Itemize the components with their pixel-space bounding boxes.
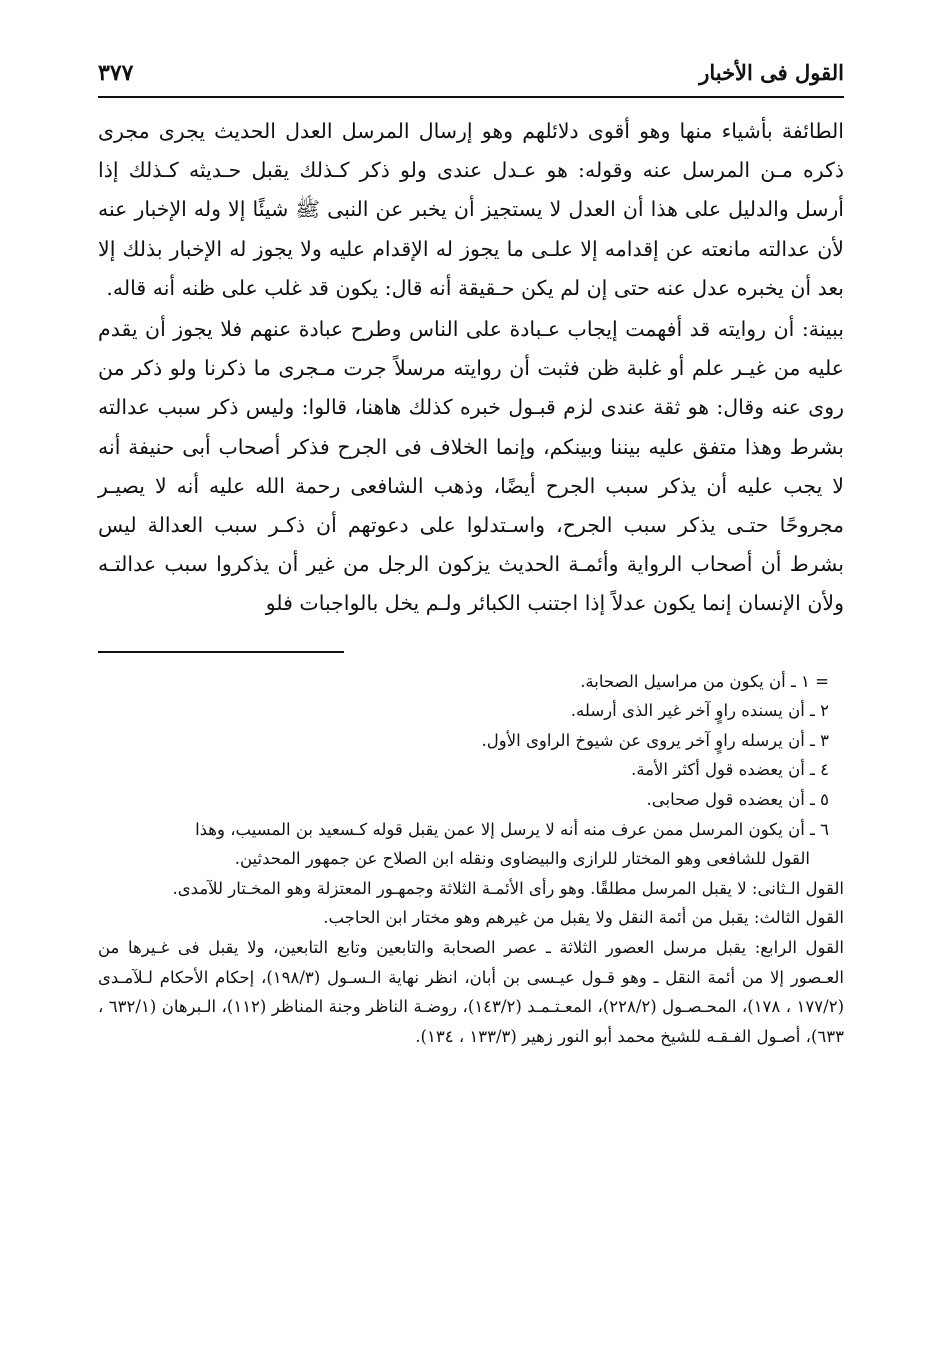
footnote-opinion-2: القول الـثانى: لا يقبل المرسل مطلقًا. وهو رأى الأئمـة الثلاثة وجمهـور المعتزلة وهو المخـتار للآمدى. (172, 878, 844, 898)
footnote-item: ٢ ـ أن يسنده راوٍ آخر غير الذى أرسله. (570, 701, 829, 721)
footnote-item: ٣ ـ أن يرسله راوٍ آخر يروى عن شيوخ الراوى الأول. (481, 730, 829, 750)
chapter-title: القول فى الأخبار (699, 60, 844, 85)
header-rule (98, 96, 844, 98)
footnote-item: ٦ ـ أن يكون المرسل ممن عرف منه أنه لا يرسل إلا عمن يقبل قوله كـسعيد بن المسيب، وهذا (195, 819, 829, 839)
footnote-opinion-4: القول الرابع: يقبل مرسل العصور الثلاثة ـ عصر الصحابة والتابعين وتابع التابعين، ولا يقبل فى غـيرها من العـصور إلا من أئمة النقل ـ وهو قـول عيـسى بن أبان، انظر نهاية الـسـول (١٩٨/٣)، إحكام الأحكام لـلآمـدى (١٧٧/٢ ، ١٧٨)، المحـصـول (٢٢٨/٢)، المعـتـمـد (١٤٣/٢)، روضـة الناظر وجنة المناظر (١١٢)، الـبرهان (٦٣٢/١ ، ٦٣٣)، أصـول الفـقـه للشيخ محمد أبو النور زهير (١٣٣/٣ ، ١٣٤). (98, 937, 845, 1046)
footnote-continuation: القول للشافعى وهو المختار للرازى والبيضاوى ونقله ابن الصلاح عن جمهور المحدثين. (234, 849, 810, 869)
footnote-item: = ١ ـ أن يكون من مراسيل الصحابة. (580, 671, 829, 691)
footnote-item: ٥ ـ أن يعضده قول صحابى. (646, 790, 829, 810)
footnotes (98, 667, 844, 1052)
body-paragraph: ببينة: أن روايته قد أفهمت إيجاب عـبادة على الناس وطرح عبادة عنهم فلا يجوز أن يقدم عليه من غيـر علم أو غلبة ظن فثبت أن روايته مرسلاً جرت مـجرى ما ذكرنا ولو ذكر من روى عنه وقال: هو ثقة عندى لزم قبـول خبره كذلك هاهنا، قالوا: وليس ذكر سبب عدالته بشرط وهذا متفق عليه بيننا وبينكم، وإنما الخلاف فى الجرح فذكر أصحاب أبى حنيفة أنه لا يجب عليه أن يذكر سبب الجرح أيضًا، وذهب الشافعى رحمة الله عليه أنه لا يصيـر مجروحًا حتـى يذكر سبب الجرح، واسـتدلوا على دعوتهم أن ذكـر سبب العدالة ليس بشرط أن أصحاب الرواية وأئمـة الحديث يزكون الرجل من غير أن يذكروا سبب عدالتـه ولأن الإنسان إنما يكون عدلاً إذا اجتنب الكبائر ولـم يخل بالواجبات فلو (98, 317, 844, 616)
footnote-item: ٤ ـ أن يعضده قول أكثر الأمة. (631, 760, 829, 780)
main-text (98, 112, 844, 624)
book-page (98, 58, 844, 1051)
body-paragraph: الطائفة بأشياء منها وهو أقوى دلائلهم وهو إرسال المرسل العدل الحديث يجرى مجرى ذكره مـن المرسل عنه وقوله: هو عـدل عندى ولو ذكر كـذلك يقبل حـديثه كـذلك إذا أرسل والدليل على هذا أن العدل لا يستجيز أن يخبر عن النبى ﷺ شيئًا إلا وله الإخبار عنه لأن عدالته مانعته عن إقدامه إلا علـى ما يجوز له الإقدام عليه ولا يجوز له الإخبار بذلك إلا بعد أن يخبره عدل عنه حتى إن لم يكن حـقيقة أنه قال: يكون قد غلب على ظنه أنه قاله. (98, 119, 844, 300)
footnote-separator (98, 651, 344, 653)
footnote-opinion-3: القول الثالث: يقبل من أئمة النقل ولا يقبل من غيرهم وهو مختار ابن الحاجب. (323, 908, 844, 928)
page-number: ٣٧٧ (98, 60, 134, 86)
running-header (98, 58, 844, 92)
